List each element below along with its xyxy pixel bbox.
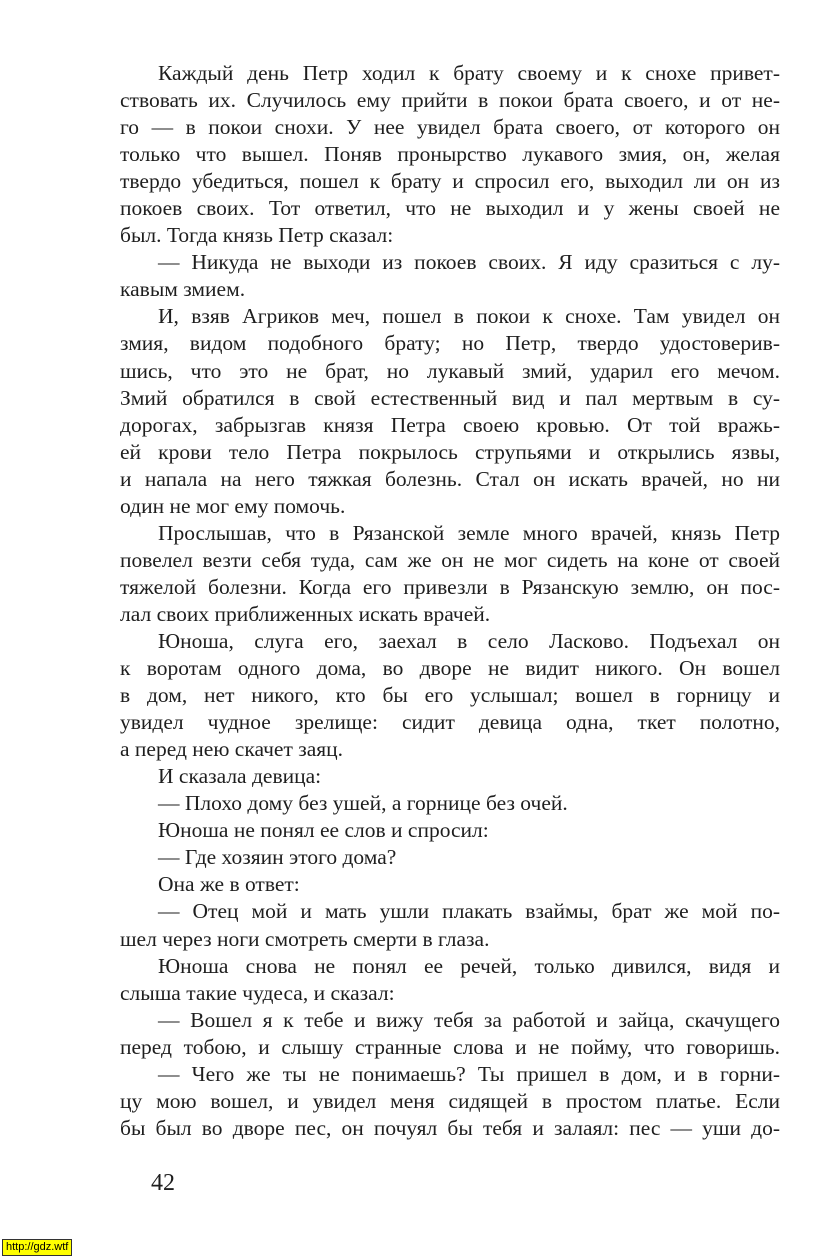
text-line: один не мог ему помочь. [120, 493, 346, 518]
text-line: Юноша снова не понял ее речей, только дивился, видя и [158, 953, 780, 978]
text-line: ей крови тело Петра покрылось струпьями и открылись язвы, [120, 439, 780, 464]
text-line: Юноша, слуга его, заехал в село Ласково. Подъехал он [158, 628, 780, 653]
text-line: в дом, нет никого, кто бы его услышал; вошел в горницу и [120, 683, 780, 708]
text-line: — Вошел я к тебе и вижу тебя за работой и зайца, скачущего [158, 1007, 780, 1032]
text-line: — Отец мой и мать ушли плакать взаймы, брат же мой по- [158, 899, 780, 924]
text-line: И, взяв Агриков меч, пошел в покои к снохе. Там увидел он [158, 304, 780, 329]
text-line: лал своих приближенных искать врачей. [120, 601, 491, 626]
text-line: Прослышав, что в Рязанской земле много врачей, князь Петр [158, 520, 780, 545]
text-line: твердо убедиться, пошел к брату и спросил его, выходил ли он из [120, 169, 780, 194]
watermark-link[interactable]: http://gdz.wtf [2, 1239, 72, 1256]
text-line: змия, видом подобного брату; но Петр, твердо удостоверив- [120, 331, 780, 356]
text-line: бы был во дворе пес, он почуял бы тебя и залаял: пес — уши до- [120, 1115, 780, 1140]
text-line: — Чего же ты не понимаешь? Ты пришел в дом, и в горни- [158, 1061, 780, 1086]
text-line: Юноша не понял ее слов и спросил: [158, 818, 489, 843]
text-line: Она же в ответ: [158, 872, 300, 897]
text-line: — Никуда не выходи из покоев своих. Я иду сразиться с лу- [158, 250, 780, 275]
text-line: шел через ноги смотреть смерти в глаза. [120, 926, 490, 951]
text-line: покоев своих. Тот ответил, что не выходил и у жены своей не [120, 196, 780, 221]
text-line: ствовать их. Случилось ему прийти в покои брата своего, и от не- [120, 88, 780, 113]
text-line: И сказала девица: [158, 764, 322, 789]
text-line: повелел везти себя туда, сам же он не мог сидеть на коне от своей [120, 547, 780, 572]
page-text [120, 60, 780, 1142]
text-line: тяжелой болезни. Когда его привезли в Рязанскую землю, он пос- [120, 574, 780, 599]
text-line: кавым змием. [120, 277, 246, 302]
text-line: цу мою вошел, и увидел меня сидящей в простом платье. Если [120, 1088, 780, 1113]
text-line: и напала на него тяжкая болезнь. Стал он искать врачей, но ни [120, 466, 780, 491]
text-line: Каждый день Петр ходил к брату своему и к снохе привет- [158, 61, 780, 85]
text-line: — Где хозяин этого дома? [158, 845, 397, 870]
text-line: шись, что это не брат, но лукавый змий, ударил его мечом. [120, 358, 780, 383]
text-line: — Плохо дому без ушей, а горнице без очей. [158, 791, 568, 816]
text-line: был. Тогда князь Петр сказал: [120, 223, 394, 248]
text-line: го — в покои снохи. У нее увидел брата своего, от которого он [120, 115, 780, 140]
text-line: Змий обратился в свой естественный вид и пал мертвым в су- [120, 385, 780, 410]
text-line: увидел чудное зрелище: сидит девица одна, ткет полотно, [120, 710, 780, 735]
text-line: только что вышел. Поняв пронырство лукавого змия, он, желая [120, 142, 780, 167]
page-number: 42 [151, 1170, 175, 1196]
text-line: а перед нею скачет заяц. [120, 737, 344, 762]
text-line: перед тобою, и слышу странные слова и не пойму, что говоришь. [120, 1034, 780, 1059]
text-line: дорогах, забрызгав князя Петра своею кровью. От той вражь- [120, 412, 780, 437]
text-line: к воротам одного дома, во дворе не видит никого. Он вошел [120, 656, 780, 681]
text-line: слыша такие чудеса, и сказал: [120, 980, 395, 1005]
